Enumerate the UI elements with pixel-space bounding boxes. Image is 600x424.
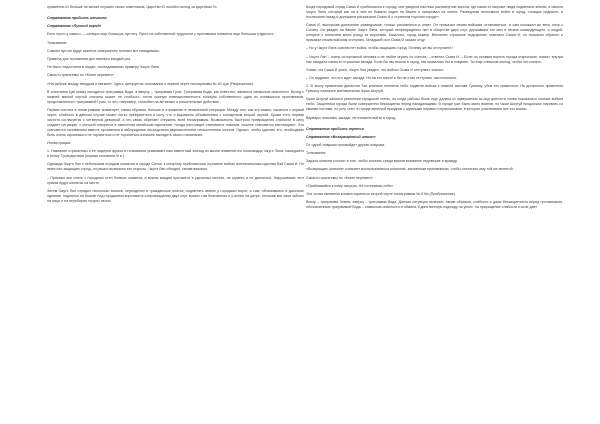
paragraph: Толкование: xyxy=(47,40,68,45)
section-heading: Стратагема прибыть третья xyxy=(306,126,364,131)
paragraph: – Но у Чжугэ Ляна совсем нет войск, чтобы защищать город. Почему же вы отступаете? xyxy=(306,46,454,51)
paragraph: Смысл стратагемы по «Книге перемен»: xyxy=(306,175,374,180)
paragraph: – Прикажи все снять с городских стен боевые знамена, а воины каждая притаится в укромных местах, не шуметь и не двигаться. Нарушившие этот приказ будут казнены на месте. xyxy=(47,175,304,185)
paragraph: 1. Название стратагемы и ее лидерея фраза в толковании указывают нам известный эпизод из жизни знаменитого полководца Чжугэ Ляна, нашедшего в этому Троецарствии (первая половина III в.). xyxy=(47,149,304,159)
paragraph: Иллюстрации: xyxy=(47,141,71,146)
paragraph: «На рубеже между твердым и мягким». Здесь цитируется толкование к первой черте гексаграммы № 40 Цзе (Разрешение). xyxy=(47,81,255,86)
paragraph: Узнав, что Сыма И ушел, Чжугэ Лян увидел, что войско Сыма И отступает, сказал: xyxy=(306,67,444,72)
paragraph: Толкование: xyxy=(306,151,327,156)
paragraph: В сочетании Цзе книжу находится триграмма Вода, а вверху – триграмма Гром. Триграмма Вода, как известно, является символом опасности. Вслед с нижней мягкой чертой сначала может не слабость, почти полную невещественность позиции собственного одна из оставшихся противников, представленного триграммой Гром, то это, например, способен на активные и решительные действия. xyxy=(47,89,304,104)
paragraph: Варвары опасаясь засады, не посмели войти в город. xyxy=(306,115,397,120)
paragraph: – Чжугэ Лян – очень осторожный человек и не любит играть со счетом, – ответил Сыма И. – Если он оставил ворота города открытыми, значит, внутри нас ожидала какая-то страшная засада. Если бы мы вошли в город, мы оказались бы в ловушке. Ты еще слишком молод, чтобы это понять. xyxy=(306,54,563,64)
section-heading: Стратагема прибыть отчасти xyxy=(47,16,107,20)
paragraph: Если пусто у самого — сотвори еще большую пустоту. Пусть из собственной трудности у противника появится еще большая трудность. xyxy=(47,32,275,37)
paragraph: правитель Ю больше не желал слушать своих советников. Царство Ю погибло вслед за царством Го. xyxy=(47,5,218,9)
paragraph: «Возвращать шпиона» означает воспользоваться шпионом, засланным противником, чтобы отплатить ему той же монетой. xyxy=(306,167,514,172)
paragraph: Не было недостатка в людях, последовавших примеру Чжугэ Ляна. xyxy=(47,65,160,70)
paragraph: Совсем пустое вдруг кажется совершенно полным вот невидимым. xyxy=(47,48,160,53)
left-column xyxy=(47,5,304,207)
paragraph: Затем Чжугэ Лян отрядил несколько воинов, переодетых в гражданское платье, подметать землю у городских ворот, а сам, облачившись в даосское одеяние, поднялся на башню над городскими воротами в сопровождении двух слуг, возжег там благовония и у испил на цитре, отложив все свои заботы на лице и на перебирая струны песни. xyxy=(47,188,304,203)
section-heading: Стратагема «Возвращённый шпион» xyxy=(306,134,376,139)
paragraph: «Приближайся к нему изнутри. Не потеряешь себя». xyxy=(306,183,395,188)
right-column xyxy=(306,5,563,213)
paragraph: 2. В эпоху правления династии Тан кочевые племена тюбо подвели войска к нижней заставе Гуачжоу, убив его правителя. На должность правителя Гуачжоу назначен военачальник Чжан Шоугуй. xyxy=(306,84,563,94)
paragraph: Задача шпиона состоит в том, чтобы посеять среди врагов взаимное недоверие и вражду. xyxy=(306,159,458,164)
paragraph: Смысл стратагемы по «Книге перемен»: xyxy=(47,73,115,78)
paragraph: От одной ловушки произойдет другая ловушка. xyxy=(306,142,386,147)
paragraph: Однажды Чжугэ Лян с небольшим отрядом оказался в городе Сичэн, к которому приблизилось огромное войско военачальника царства Вэй Сыма И. Не имея сил защищать город, он решил возможно его открыть. Чжугэ Лян обходил, своим важным: xyxy=(47,162,304,172)
section-heading: Стратагема «Пустой город» xyxy=(47,24,102,29)
paragraph: – Он подумал, что его ждет засада. Но на его месте я бы не стал отступать так поспешно. xyxy=(306,75,457,80)
paragraph: Первая чистота в гексаграммах знаменует, таким образом, больше в отражении в неизменной операции. Между тем, как это важно, касается к первой черте, слабость в данном случае может легко превратиться в силу, что и выражено объявлением с соседством второй чертой. Кроме того, первая чистота согласуется с четвертой девяткой, а это связь обретает стержень всей гексаграммы. Возможность быстрого превращения слабости в силу создает ситуацию, с которой говорится в известном китайском изречении: «когда настоящее становится ложным, ложное становится настоящим». Это становится основанием вместе противника в заблуждение посредством двусмысленных неоконченных жестов. Однако, чтобы сделать это, необходимо быть очень скромным и не торопиться и не торопиться излишне выходить своего начинания. xyxy=(47,107,304,137)
paragraph: Эти слова являются комментарием ко второй черте гексаграммы № 8 Би (Приближение). xyxy=(306,192,456,196)
paragraph: Когда передовой отряд Сыма И приблизился к городу, они увидели настежь распахнутые ворота, где каких-то мирные люди подметали землю, а самого Чжугэ Ляна, который как ни в чем не бывало сидел на башне и наигрывал на лютне. Разведчики непосмели войти в город, стоящих подошел, а поспешили назад и доложили рассказали Сыма И о странном «пустом городе». xyxy=(306,5,563,19)
paragraph: Правила для положения дел минного каждый раз. xyxy=(47,56,132,61)
paragraph: Сыма И, выслушав донесение разведчиков, только рассмеялся в ответ. Он приказал своим войскам остановиться, а сам поскакал во весь опор к Сичэну. Он увидел на башне Чжугэ Ляна, который непринужденно пел в обществе двух слуг, державших его меч и печать командующего, и людей, которые с понятием мели улицу за воротами. Казалось, город вымер. Внезапно страшное подозрение охватило Сыма И, он поскакал обратно и приказал своим войскам отступать. Младший сын Сыма И сказал отцу: xyxy=(306,23,563,43)
paragraph: Внизу – триграмма Земля, вверху – триграмма Вода. Данная ситуация означает, таким образом, слабость и даже беззащитность перед противником, обозначенным триграммой Вода – символом опасности и обмана. Единственную надежду на успех, на приращение слабости к силе дает xyxy=(306,200,563,210)
paragraph: Чжан Шоугуй занялся ремонтом городской стены, но когда работы были еще далеки от завершения из-под крепости снова показались конные войска тюбо. Защитники города были совершенно беззащитны перед нападающими. В городе уже было мало воинов, но Чжан Шоугуй продолжал пировать со своими гостями, по углу стен, в городе весёлый праздник с шумными пирами и музыкантами, в которых участвовали все его воины. xyxy=(306,97,563,112)
